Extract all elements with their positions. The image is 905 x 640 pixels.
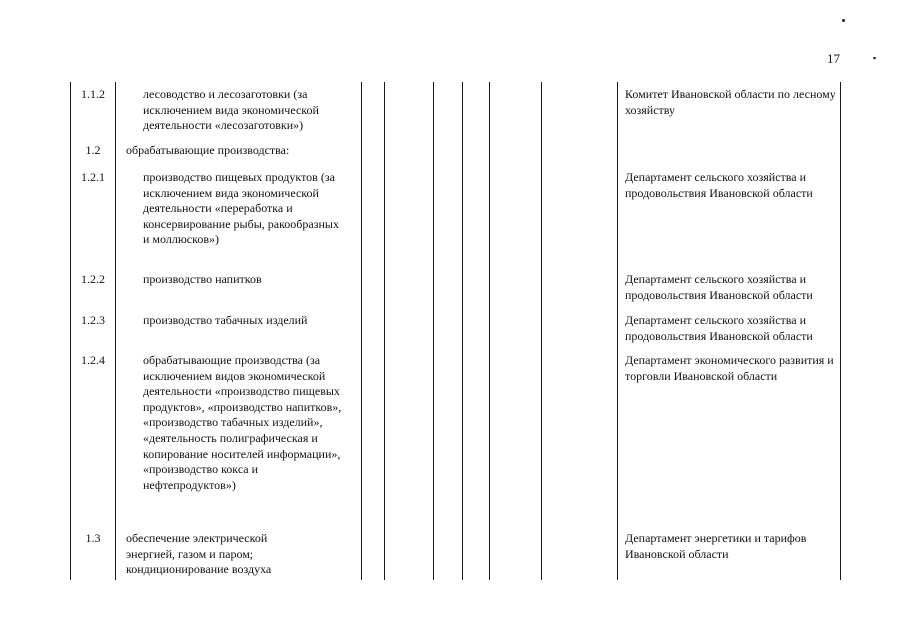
table-rule xyxy=(840,82,841,580)
table-rule xyxy=(462,82,463,580)
table-rule xyxy=(70,82,71,580)
responsible-body: Департамент сельского хозяйства и продовольствия Ивановской области xyxy=(625,313,813,343)
responsible-body: Департамент энергетики и тарифов Ивановской области xyxy=(625,531,807,561)
row-number: 1.2.1 xyxy=(81,170,105,184)
table-rule xyxy=(489,82,490,580)
activity-description: производство напитков xyxy=(143,272,262,286)
table-rule xyxy=(384,82,385,580)
row-number: 1.2.3 xyxy=(81,313,105,327)
scan-speck xyxy=(873,57,876,59)
row-number: 1.3 xyxy=(85,531,101,545)
responsible-body: Комитет Ивановской области по лесному хозяйству xyxy=(625,87,836,117)
table-rule xyxy=(541,82,542,580)
responsible-body: Департамент сельского хозяйства и продовольствия Ивановской области xyxy=(625,272,813,302)
page-number: 17 xyxy=(827,51,840,66)
table-rule xyxy=(361,82,362,580)
row-number: 1.1.2 xyxy=(81,87,105,101)
row-number: 1.2.4 xyxy=(81,353,105,367)
table-rule xyxy=(433,82,434,580)
table-rule xyxy=(617,82,618,580)
activity-description: производство пищевых продуктов (за исключением вида экономической деятельности «переработка и консервирование рыбы, ракообразных и моллюсков») xyxy=(143,170,339,247)
activity-description: обрабатывающие производства: xyxy=(126,143,290,157)
activity-description: производство табачных изделий xyxy=(143,313,308,327)
activity-description: лесоводство и лесозаготовки (за исключением вида экономической деятельности «лесозаготовки») xyxy=(143,87,319,133)
activity-description: обеспечение электрической энергией, газом и паром; кондиционирование воздуха xyxy=(126,531,272,577)
row-number: 1.2.2 xyxy=(81,272,105,286)
responsible-body: Департамент сельского хозяйства и продовольствия Ивановской области xyxy=(625,170,813,200)
table-rule xyxy=(115,82,116,580)
row-number: 1.2 xyxy=(85,143,101,157)
responsible-body: Департамент экономического развития и торговли Ивановской области xyxy=(625,353,834,383)
scan-speck xyxy=(842,19,845,22)
activity-description: обрабатывающие производства (за исключением видов экономической деятельности «производство пищевых продуктов», «производство напитков», «производство табачных изделий», «деятельность полиграфическая и копирование носителей информации», «производство кокса и нефтепродуктов») xyxy=(143,353,342,492)
